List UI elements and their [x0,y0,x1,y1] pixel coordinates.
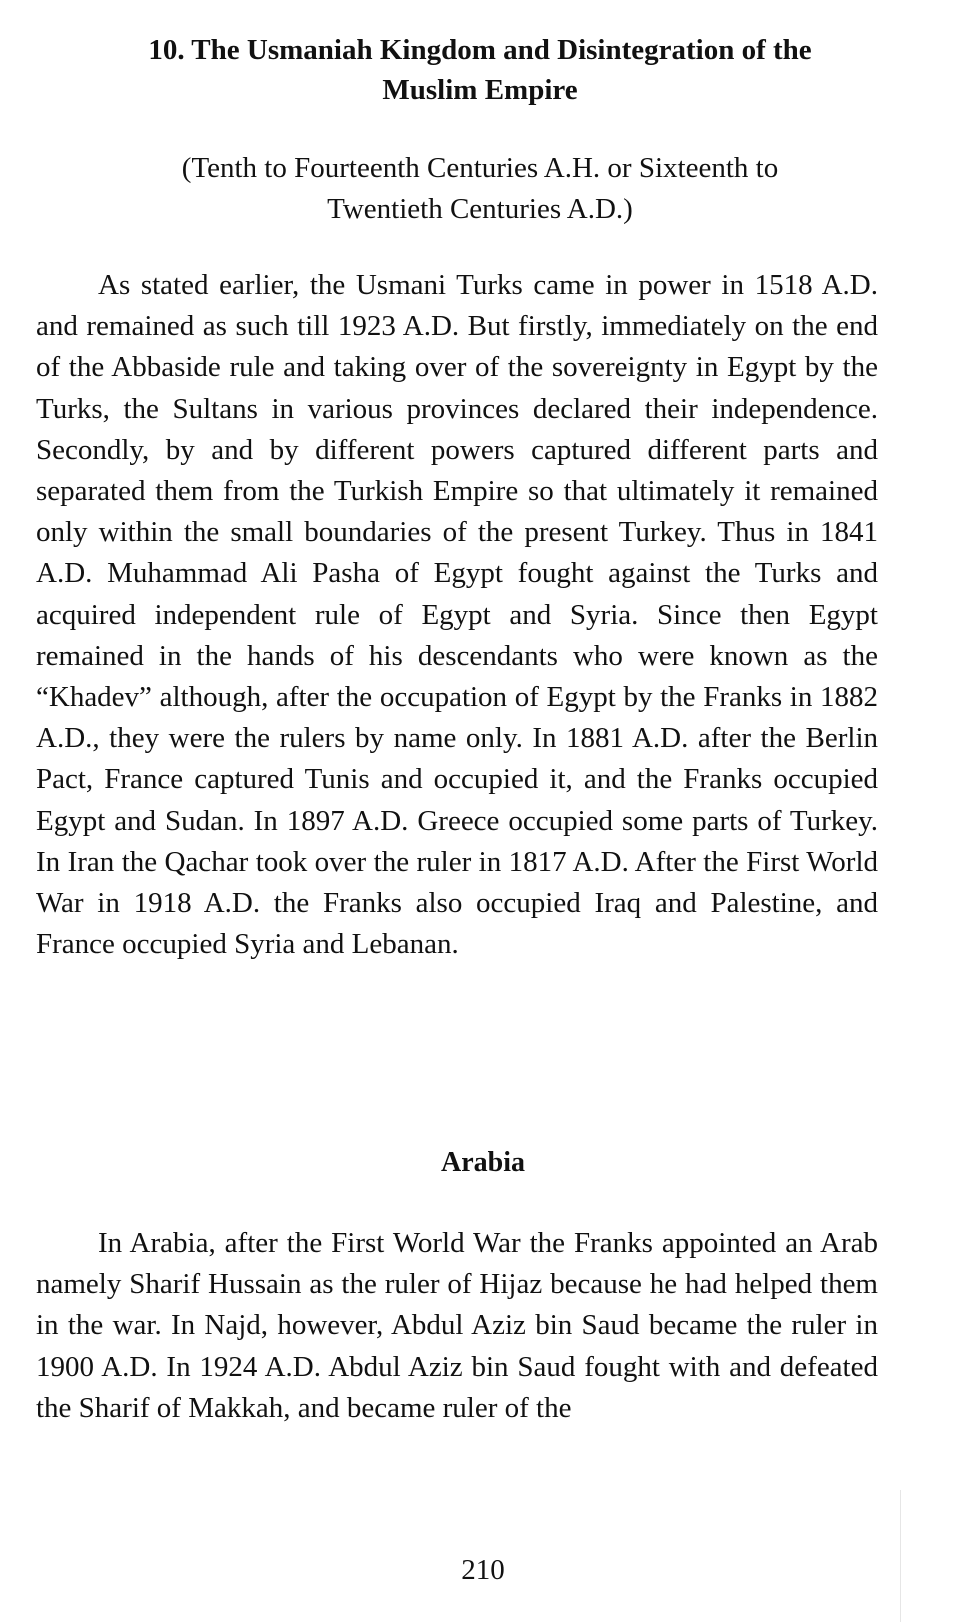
section-heading-arabia: Arabia [441,1147,525,1178]
chapter-title [30,30,930,110]
body-paragraph-1: As stated earlier, the Usmani Turks came in power in 1518 A.D. and remained as such till 1923 A.D. But firstly, immediately on the end of the Abbaside rule and taking over of the sovereignty in Egypt by the Turks, the Sultans in various provinces declared their independence. Secondly, by and by different powers captured different parts and separated them from the Turkish Empire so that ultimately it remained only within the small boundaries of the present Turkey. Thus in 1841 A.D. Muhammad Ali Pasha of Egypt fought against the Turks and acquired independent rule of Egypt and Syria. Since then Egypt remained in the hands of his descendants who were known as the “Khadev” although, after the occupation of Egypt by the Franks in 1882 A.D., they were the rulers by name only. In 1881 A.D. after the Berlin Pact, France captured Tunis and occupied it, and the Franks occupied Egypt and Sudan. In 1897 A.D. Greece occupied some parts of Turkey. In Iran the Qachar took over the ruler in 1817 A.D. After the First World War in 1918 A.D. the Franks also occupied Iraq and Palestine, and France occupied Syria and Lebanan. [36,269,878,961]
chapter-title-line-1: 10. The Usmaniah Kingdom and Disintegration of the [148,34,812,66]
page-number: 210 [461,1554,505,1586]
chapter-subtitle-line-2: Twentieth Centuries A.D.) [327,193,633,225]
chapter-title-line-2: Muslim Empire [382,74,578,106]
body-paragraph-2: In Arabia, after the First World War the Franks appointed an Arab namely Sharif Hussain as the ruler of Hijaz because he had helped them in the war. In Najd, however, Abdul Aziz bin Saud became the ruler in 1900 A.D. In 1924 A.D. Abdul Aziz bin Saud fought with and defeated the Sharif of Makkah, and became ruler of the [36,1227,878,1424]
chapter-subtitle [30,148,930,230]
scan-edge-line [900,1490,901,1622]
chapter-subtitle-line-1: (Tenth to Fourteenth Centuries A.H. or Sixteenth to [181,152,779,184]
